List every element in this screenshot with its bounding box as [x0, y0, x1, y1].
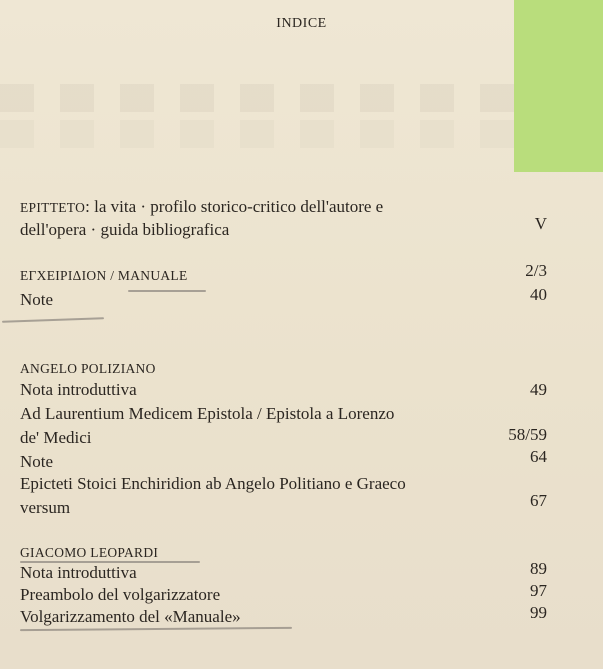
page-number: 64 [530, 447, 547, 466]
entry-text-continuation: dell'opera · guida bibliografica [20, 220, 230, 239]
bleed-through-text [0, 84, 603, 112]
page-number: 99 [530, 603, 547, 622]
toc-entry-note[interactable]: Note [20, 290, 54, 309]
page-number: V [534, 214, 547, 233]
pen-underline [2, 317, 104, 323]
entry-text-continuation: de' Medici [20, 428, 92, 447]
toc-entry[interactable]: Note [20, 452, 54, 471]
toc-entry[interactable]: Preambolo del volgarizzatore [20, 585, 221, 604]
toc-entry-epitteto[interactable] [20, 196, 383, 219]
page-number: 89 [530, 559, 547, 578]
toc-entry[interactable]: Nota introduttiva [20, 380, 137, 399]
page-number: 97 [530, 581, 547, 600]
page-number: 67 [530, 491, 547, 510]
toc-entry[interactable]: Ad Laurentium Medicem Epistola / Epistola a Lorenzo [20, 404, 395, 423]
author-heading: EPITTETO [20, 200, 86, 215]
page-number: 49 [530, 380, 547, 399]
page-title: INDICE [276, 16, 327, 31]
entry-text: : la vita · profilo storico-critico dell'autore e [85, 197, 384, 216]
toc-entry[interactable]: Volgarizzamento del «Manuale» [20, 607, 241, 626]
toc-entry[interactable]: Epicteti Stoici Enchiridion ab Angelo Politiano e Graeco [20, 474, 406, 493]
page-number: 40 [530, 285, 547, 304]
page-number: 2/3 [525, 261, 547, 280]
toc-entry-manuale-heading[interactable]: ΕΓΧΕΙΡΙΔΙΟΝ / MANUALE [20, 268, 188, 283]
entry-text-continuation: versum [20, 498, 71, 517]
author-heading-leopardi: GIACOMO LEOPARDI [20, 545, 159, 560]
bleed-through-text [0, 120, 603, 148]
toc-entry[interactable]: Nota introduttiva [20, 563, 137, 582]
author-heading-poliziano: ANGELO POLIZIANO [20, 361, 156, 376]
pen-underline [128, 290, 206, 292]
page-number: 58/59 [508, 425, 547, 444]
